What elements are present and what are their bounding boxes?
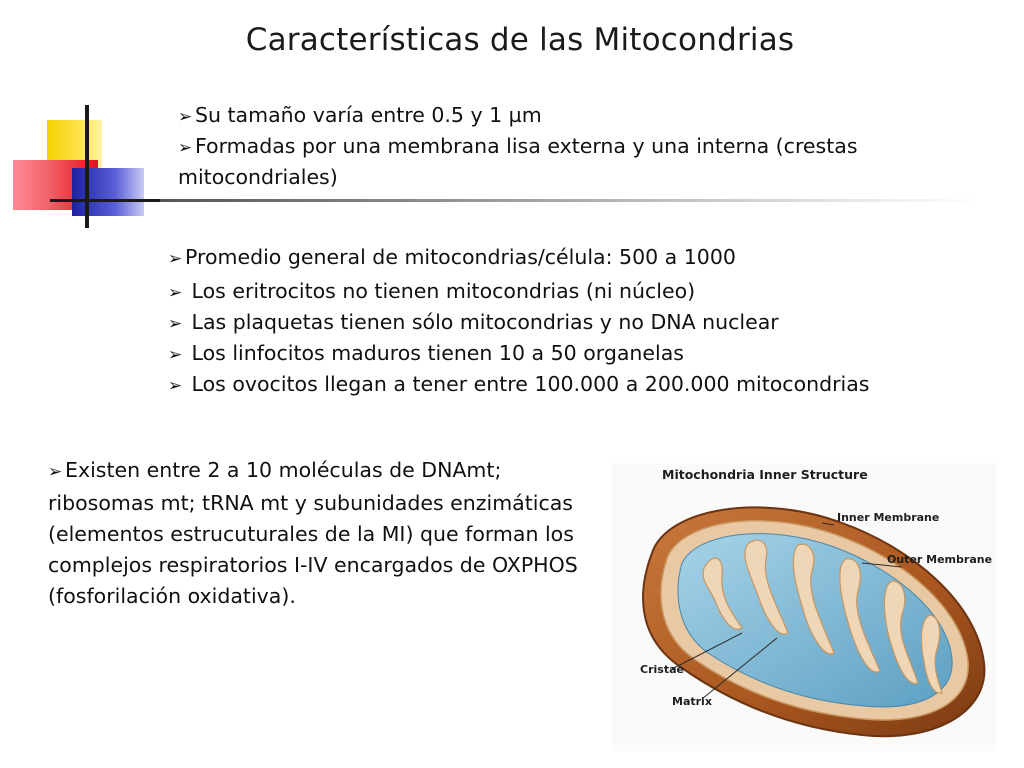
arrow-bullet-icon: ➢ [168,249,183,269]
horizontal-line [50,199,165,202]
arrow-bullet-icon: ➢ [168,345,183,365]
list-item: ➢ Las plaquetas tienen sólo mitocondrias y no DNA nuclear [168,308,1008,339]
figure-title: Mitochondria Inner Structure [662,467,868,482]
label-matrix: Matrix [672,695,712,708]
list-item: ➢ Promedio general de mitocondrias/célula: 500 a 1000 [168,243,1008,274]
mitochondria-svg [612,463,996,751]
arrow-bullet-icon: ➢ [48,462,63,482]
decorative-logo [10,105,165,230]
list-item: ➢ Los ovocitos llegan a tener entre 100.000 a 200.000 mitocondrias [168,370,1008,401]
arrow-bullet-icon: ➢ [168,376,183,396]
list-item: ➢ Los eritrocitos no tienen mitocondrias (ni núcleo) [168,277,1008,308]
label-outer-membrane: Outer Membrane [887,553,993,566]
blue-square [72,168,144,216]
label-cristae: Cristae [640,663,684,676]
arrow-bullet-icon: ➢ [178,138,193,158]
list-item: ➢ Los linfocitos maduros tienen 10 a 50 organelas [168,339,1008,370]
bullet-list-top [178,101,958,192]
slide-title: Características de las Mitocondrias [245,22,795,58]
arrow-bullet-icon: ➢ [178,107,193,127]
list-item: ➢ Formadas por una membrana lisa externa y una interna (crestas mitocondriales) [178,134,858,189]
label-inner-membrane: Inner Membrane [837,511,940,524]
list-item: ➢ Existen entre 2 a 10 moléculas de DNAmt; ribosomas mt; tRNA mt y subunidades enzimáticas (elementos estrucuturales de la MI) que forman los complejos respiratorios I-IV encargados de OXPHOS (fosforilación oxidativa). [48,458,578,608]
vertical-line [85,105,89,228]
arrow-bullet-icon: ➢ [168,314,183,334]
divider-rule [160,199,980,202]
list-item: ➢ Su tamaño varía entre 0.5 y 1 µm [178,101,958,132]
arrow-bullet-icon: ➢ [168,283,183,303]
bullet-list-middle [168,243,1008,401]
bullet-list-bottom [48,455,588,612]
mitochondria-illustration [612,463,996,751]
